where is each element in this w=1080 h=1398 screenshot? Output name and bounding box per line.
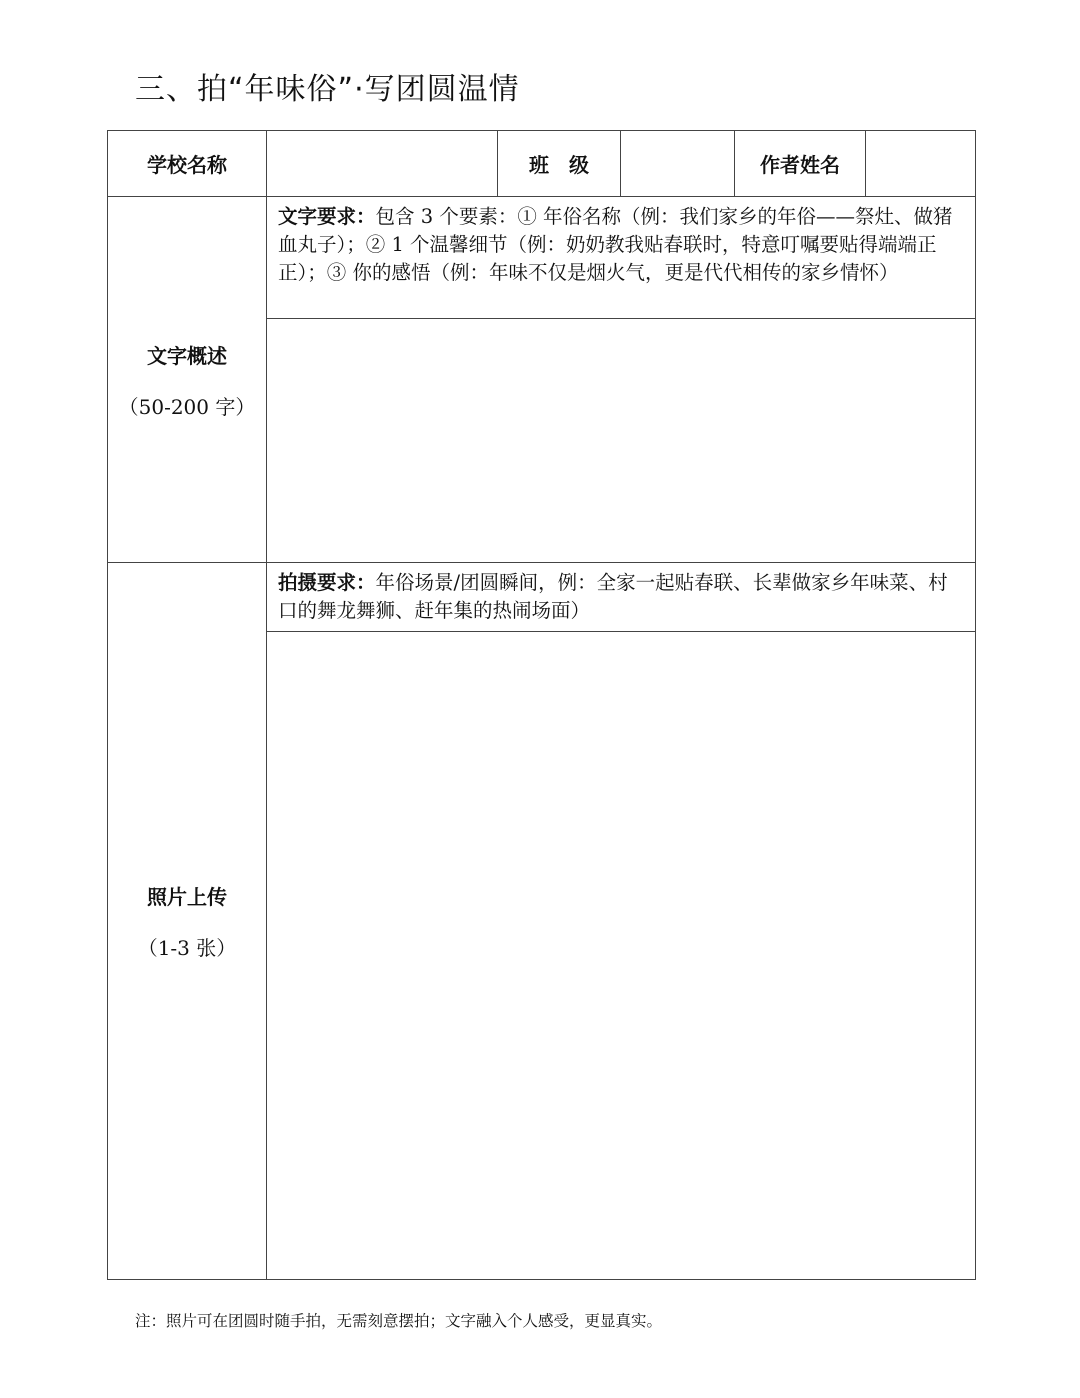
text-summary-input-area[interactable] [267,319,976,563]
class-field[interactable] [621,131,735,197]
text-requirement-cell [267,197,976,319]
text-summary-label-cell [108,197,267,563]
school-name-field[interactable] [267,131,498,197]
submission-form-table [107,130,976,1280]
class-label: 班 级 [498,131,621,197]
photo-upload-count: （1-3 张） [137,936,237,960]
photo-requirement-title: 拍摄要求： [278,571,376,594]
photo-upload-label-cell [108,563,267,1280]
photo-requirement-cell [267,563,976,632]
text-requirement-body: 包含 3 个要素：① 年俗名称（例：我们家乡的年俗——祭灶、做猪血丸子）；② 1 个温馨细节（例：奶奶教我贴春联时，特意叮嘱要贴得端端正正）；③ 你的感悟（例：年味不仅是烟火气，更是代代相传的家乡情怀） [278,205,953,284]
author-name-label: 作者姓名 [735,131,866,197]
text-summary-label: 文字概述 [147,343,227,368]
author-name-field[interactable] [866,131,976,197]
photo-upload-label: 照片上传 [147,885,227,909]
school-name-label: 学校名称 [108,131,267,197]
text-summary-word-limit: （50-200 字） [118,394,256,419]
text-requirement-title: 文字要求： [278,205,376,228]
header-row [108,131,976,197]
page-title: 三、拍“年味俗”·写团圆温情 [135,72,520,107]
photo-requirement-body: 年俗场景/团圆瞬间，例：全家一起贴春联、长辈做家乡年味菜、村口的舞龙舞狮、赶年集的热闹场面） [278,571,948,622]
photo-upload-area[interactable] [267,632,976,1280]
footnote: 注：照片可在团圆时随手拍，无需刻意摆拍；文字融入个人感受，更显真实。 [135,1312,663,1330]
